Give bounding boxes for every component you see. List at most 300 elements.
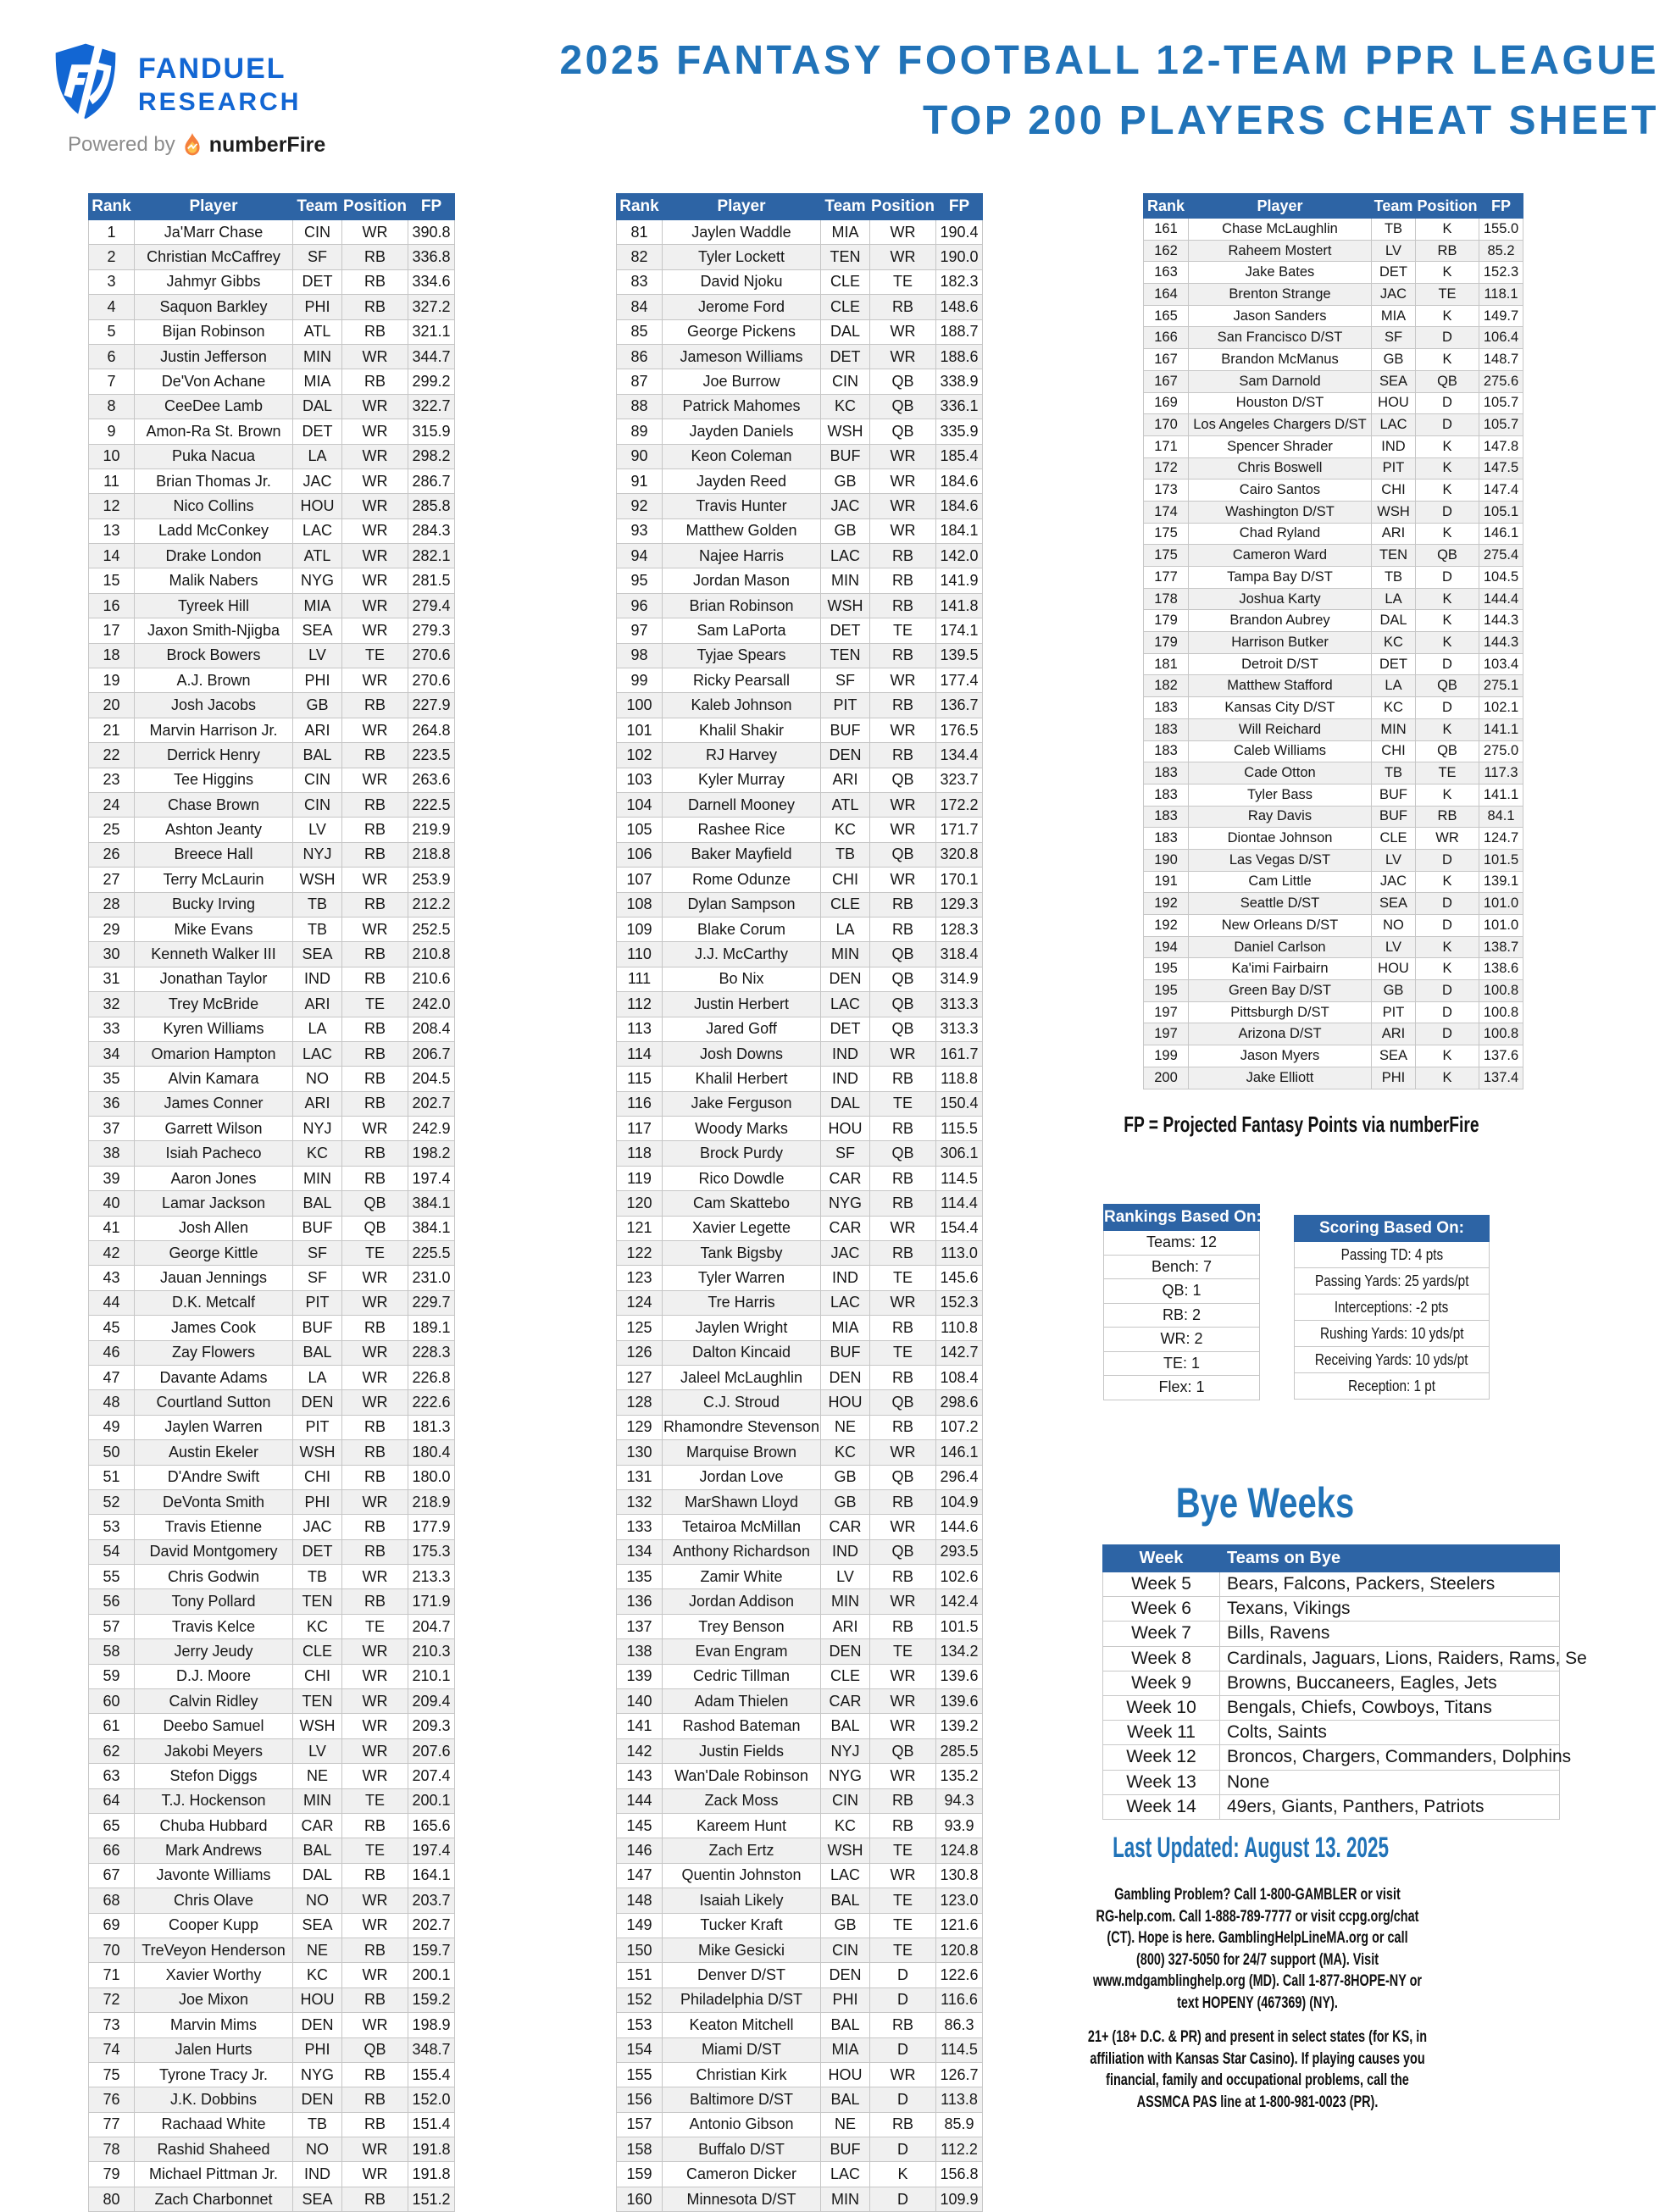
cell: 189.1 [408, 1316, 455, 1340]
table-row [617, 419, 983, 444]
cell: 55 [89, 1565, 135, 1589]
cell: DET [1372, 262, 1416, 284]
cell: WR [870, 344, 936, 369]
cell: 24 [89, 792, 135, 817]
column-header: Position [1416, 194, 1479, 219]
cell: Jason Sanders [1189, 305, 1372, 327]
cell: WR [870, 518, 936, 543]
cell: 75 [89, 2062, 135, 2087]
cell: Week 7 [1103, 1622, 1220, 1646]
cell: RB [870, 568, 936, 593]
cell: RB [342, 967, 408, 991]
cell: TE [1416, 762, 1479, 784]
cell: Cam Little [1189, 871, 1372, 893]
cell: Cairo Santos [1189, 480, 1372, 502]
cell: WR [870, 2062, 936, 2087]
cell: Garrett Wilson [135, 1117, 293, 1141]
cell: Bucky Irving [135, 892, 293, 917]
cell: Anthony Richardson [663, 1539, 821, 1564]
table-row [1144, 653, 1523, 675]
cell: 119 [617, 1166, 663, 1190]
cell: 1 [89, 220, 135, 245]
cell: RB [342, 1415, 408, 1439]
cell: LV [1372, 849, 1416, 871]
table-row [617, 1316, 983, 1340]
cell: 242.0 [408, 992, 455, 1017]
cell: Sam LaPorta [663, 618, 821, 643]
cell: ARI [1372, 523, 1416, 545]
cell: Week 10 [1103, 1695, 1220, 1720]
cell: QB [1416, 740, 1479, 762]
cell: Puka Nacua [135, 444, 293, 468]
cell: 114.5 [936, 1166, 983, 1190]
table-row [89, 1888, 455, 1913]
table-row [617, 2013, 983, 2037]
cell: CIN [293, 220, 342, 245]
table-row [1144, 1023, 1523, 1045]
cell: Marvin Harrison Jr. [135, 718, 293, 742]
cell: DEN [821, 1963, 870, 1987]
cell: 197 [1144, 1001, 1189, 1023]
cell: BUF [821, 444, 870, 468]
cell: 120 [617, 1191, 663, 1216]
cell: Ricky Pearsall [663, 668, 821, 693]
table-row [89, 1788, 455, 1813]
table-row [1103, 1597, 1560, 1622]
cell: 134.4 [936, 743, 983, 768]
cell: 100.8 [1479, 1023, 1523, 1045]
cell: HOU [821, 2062, 870, 2087]
table-row [617, 1987, 983, 2012]
cell: 40 [89, 1191, 135, 1216]
cell: QB [870, 1738, 936, 1763]
cell: JAC [1372, 871, 1416, 893]
cell: LA [293, 1365, 342, 1389]
cell: Jason Myers [1189, 1045, 1372, 1067]
cell: CLE [293, 1639, 342, 1664]
cell: 200 [1144, 1067, 1189, 1089]
cell: BUF [293, 1316, 342, 1340]
cell: 190.4 [936, 220, 983, 245]
cell: GB [821, 1489, 870, 1514]
cell: Chase McLaughlin [1189, 219, 1372, 241]
cell: RB [870, 1814, 936, 1838]
cell: SF [821, 1141, 870, 1166]
cell: 45 [89, 1316, 135, 1340]
cell: WR [870, 668, 936, 693]
cell: CHI [821, 868, 870, 892]
cell: 30 [89, 942, 135, 967]
cell: 60 [89, 1689, 135, 1714]
cell: WR [870, 1440, 936, 1465]
cell: TB [293, 892, 342, 917]
cell: Malik Nabers [135, 568, 293, 593]
fp-note: FP = Projected Fantasy Points via numberFire [1124, 1112, 1479, 1137]
cell: 78 [89, 2137, 135, 2162]
table-row [617, 344, 983, 369]
cell: BAL [821, 1714, 870, 1738]
cell: CIN [293, 768, 342, 792]
column-header: Rank [1144, 194, 1189, 219]
table-row [1144, 806, 1523, 828]
cell: Will Reichard [1189, 718, 1372, 740]
cell: 338.9 [936, 369, 983, 394]
table-row [617, 1639, 983, 1664]
table-row [89, 1589, 455, 1614]
cell: 74 [89, 2037, 135, 2062]
cell: 100 [617, 693, 663, 718]
cell: 166 [1144, 327, 1189, 349]
rankings-setting: TE: 1 [1103, 1352, 1260, 1377]
cell: 115 [617, 1067, 663, 1091]
table-row [89, 2187, 455, 2211]
cell: K [1416, 1045, 1479, 1067]
cell: RB [342, 1041, 408, 1066]
cell: 390.8 [408, 220, 455, 245]
table-row [89, 917, 455, 941]
cell: RB [342, 842, 408, 867]
cell: JAC [293, 468, 342, 493]
cell: PIT [293, 1290, 342, 1315]
table-row [1144, 784, 1523, 806]
cell: 114 [617, 1041, 663, 1066]
table-row [1144, 370, 1523, 392]
cell: 228.3 [408, 1340, 455, 1365]
table-row [1144, 545, 1523, 567]
disclaimer-line: affiliation with Kansas Star Casino). If playing causes you [1090, 2048, 1425, 2068]
cell: RJ Harvey [663, 743, 821, 768]
cell: LA [821, 917, 870, 941]
cell: 104 [617, 792, 663, 817]
table-row [1144, 392, 1523, 414]
cell: 94.3 [936, 1788, 983, 1813]
cell: NE [293, 1764, 342, 1788]
cell: RB [342, 2112, 408, 2137]
cell: James Conner [135, 1091, 293, 1116]
cell: Denver D/ST [663, 1963, 821, 1987]
cell: Jaxon Smith-Njigba [135, 618, 293, 643]
cell: IND [1372, 435, 1416, 457]
cell: 46 [89, 1340, 135, 1365]
cell: RB [870, 593, 936, 618]
cell: 57 [89, 1614, 135, 1638]
cell: 38 [89, 1141, 135, 1166]
table-row [89, 668, 455, 693]
cell: 148 [617, 1888, 663, 1913]
table-row [89, 2137, 455, 2162]
cell: D [1416, 980, 1479, 1002]
cell: 192 [1144, 893, 1189, 915]
cell: 188.6 [936, 344, 983, 369]
cell: HOU [821, 1117, 870, 1141]
cell: NYJ [293, 842, 342, 867]
cell: DEN [821, 1639, 870, 1664]
cell: 204.7 [408, 1614, 455, 1638]
table-row [1144, 936, 1523, 958]
cell: RB [870, 643, 936, 668]
cell: WR [342, 1689, 408, 1714]
cell: Week 5 [1103, 1572, 1220, 1597]
cell: 177.4 [936, 668, 983, 693]
cell: 33 [89, 1017, 135, 1041]
cell: Brandon Aubrey [1189, 610, 1372, 632]
cell: 183 [1144, 740, 1189, 762]
cell: Tre Harris [663, 1290, 821, 1315]
cell: Josh Jacobs [135, 693, 293, 718]
cell: 105.7 [1479, 414, 1523, 436]
cell: WR [870, 718, 936, 742]
cell: Rashee Rice [663, 818, 821, 842]
powered-by-line [68, 132, 325, 158]
cell: Week 14 [1103, 1794, 1220, 1819]
table-row [1144, 567, 1523, 589]
cell: Davante Adams [135, 1365, 293, 1389]
cell: TE [342, 1614, 408, 1638]
cell: 157 [617, 2112, 663, 2137]
cell: Philadelphia D/ST [663, 1987, 821, 2012]
cell: 207.6 [408, 1738, 455, 1763]
cell: RB [342, 269, 408, 294]
table-row [89, 1290, 455, 1315]
table-row [1144, 915, 1523, 937]
page-title-line2: TOP 200 PLAYERS CHEAT SHEET [923, 98, 1659, 143]
cell: 175 [1144, 523, 1189, 545]
cell: 67 [89, 1863, 135, 1888]
header-row [1144, 194, 1523, 219]
cell: RB [870, 2112, 936, 2137]
table-row [89, 568, 455, 593]
table-row [89, 1390, 455, 1415]
cell: HOU [1372, 958, 1416, 980]
cell: 97 [617, 618, 663, 643]
cell: WR [870, 1863, 936, 1888]
cell: 167 [1144, 370, 1189, 392]
cell: 219.9 [408, 818, 455, 842]
table-row [89, 245, 455, 269]
cell: George Pickens [663, 319, 821, 344]
table-row [89, 220, 455, 245]
cell: 93 [617, 518, 663, 543]
cell: Deebo Samuel [135, 1714, 293, 1738]
cell: RB [870, 1117, 936, 1141]
cell: Quentin Johnston [663, 1863, 821, 1888]
cell: 275.0 [1479, 740, 1523, 762]
table-row [617, 643, 983, 668]
disclaimer-line: RG-help.com. Call 1-888-789-7777 or visit ccpg.org/chat [1096, 1906, 1419, 1926]
table-row [617, 568, 983, 593]
cell: MarShawn Lloyd [663, 1489, 821, 1514]
gambling-disclaimer-1 [1069, 1884, 1446, 2015]
cell: Jakobi Meyers [135, 1738, 293, 1763]
table-row [617, 1415, 983, 1439]
cell: WR [870, 1290, 936, 1315]
table-row [617, 369, 983, 394]
scoring-based-on-list [1294, 1242, 1490, 1400]
cell: RB [342, 1017, 408, 1041]
table-row [617, 494, 983, 518]
cell: Rashod Bateman [663, 1714, 821, 1738]
cell: Jalen Hurts [135, 2037, 293, 2062]
table-row [617, 1365, 983, 1389]
cell: WR [870, 868, 936, 892]
table-row [1103, 1622, 1560, 1646]
gambling-disclaimer-2 [1069, 2026, 1446, 2113]
cell: RB [342, 1465, 408, 1489]
table-row [617, 618, 983, 643]
cell: WR [342, 1664, 408, 1688]
column-header: Position [870, 194, 936, 220]
cell: 203.7 [408, 1888, 455, 1913]
table-row [617, 2187, 983, 2211]
cell: MIN [821, 942, 870, 967]
cell: 112 [617, 992, 663, 1017]
cell: Christian McCaffrey [135, 245, 293, 269]
cell: RB [342, 1814, 408, 1838]
table-row [617, 1266, 983, 1290]
table-row [89, 319, 455, 344]
table-row [89, 2037, 455, 2062]
table-row [617, 2137, 983, 2162]
cell: Jordan Mason [663, 568, 821, 593]
table-row [1144, 219, 1523, 241]
cell: 142 [617, 1738, 663, 1763]
cell: 85 [617, 319, 663, 344]
table-row [1144, 632, 1523, 654]
table-row [617, 1067, 983, 1091]
cell: Las Vegas D/ST [1189, 849, 1372, 871]
cell: 32 [89, 992, 135, 1017]
table-row [89, 444, 455, 468]
cell: RB [342, 245, 408, 269]
table-row [1144, 457, 1523, 480]
cell: Najee Harris [663, 544, 821, 568]
cell: 281.5 [408, 568, 455, 593]
cell: 348.7 [408, 2037, 455, 2062]
cell: 176.5 [936, 718, 983, 742]
cell: 174 [1144, 501, 1189, 523]
table-row [1144, 740, 1523, 762]
cell: IND [293, 967, 342, 991]
table-row [89, 394, 455, 419]
column-header: Position [342, 194, 408, 220]
cell: 336.1 [936, 394, 983, 419]
column-header: Player [135, 194, 293, 220]
cell: TE [870, 1266, 936, 1290]
cell: D [1416, 501, 1479, 523]
cell: Aaron Jones [135, 1166, 293, 1190]
cell: RB [870, 892, 936, 917]
cell: Bengals, Chiefs, Cowboys, Titans [1220, 1695, 1560, 1720]
cell: D [870, 2187, 936, 2211]
cell: 23 [89, 768, 135, 792]
cell: 5 [89, 319, 135, 344]
cell: QB [342, 1191, 408, 1216]
cell: WR [870, 1714, 936, 1738]
cell: 36 [89, 1091, 135, 1116]
cell: 184.6 [936, 468, 983, 493]
table-row [89, 544, 455, 568]
cell: 286.7 [408, 468, 455, 493]
cell: CHI [293, 1465, 342, 1489]
cell: QB [870, 1017, 936, 1041]
table-row [89, 2013, 455, 2037]
cell: DET [821, 344, 870, 369]
cell: TEN [293, 1689, 342, 1714]
cell: TE [870, 1091, 936, 1116]
cell: IND [293, 2162, 342, 2187]
cell: K [1416, 958, 1479, 980]
table-row [617, 1738, 983, 1763]
cell: Amon-Ra St. Brown [135, 419, 293, 444]
table-row [89, 468, 455, 493]
cell: KC [293, 1141, 342, 1166]
cell: Travis Hunter [663, 494, 821, 518]
cell: Tetairoa McMillan [663, 1515, 821, 1539]
table-row [89, 1664, 455, 1688]
column-header: Week [1103, 1545, 1220, 1572]
cell: 17 [89, 618, 135, 643]
cell: 113.8 [936, 2087, 983, 2112]
cell: PHI [293, 668, 342, 693]
cell: Terry McLaurin [135, 868, 293, 892]
cell: Xavier Worthy [135, 1963, 293, 1987]
table-row [1103, 1770, 1560, 1794]
cell: 285.5 [936, 1738, 983, 1763]
cell: 146.1 [1479, 523, 1523, 545]
column-header: Team [821, 194, 870, 220]
cell: PIT [1372, 457, 1416, 480]
rankings-based-on-box [1103, 1204, 1260, 1400]
cell: CAR [821, 1515, 870, 1539]
cell: Darnell Mooney [663, 792, 821, 817]
cell: 123 [617, 1266, 663, 1290]
table-row [89, 1091, 455, 1116]
cell: NYG [821, 1191, 870, 1216]
table-row [617, 1938, 983, 1962]
cell: 26 [89, 842, 135, 867]
cell: 106.4 [1479, 327, 1523, 349]
cell: WR [870, 1041, 936, 1066]
cell: WR [342, 1390, 408, 1415]
cell: DEN [821, 1365, 870, 1389]
cell: De'Von Achane [135, 369, 293, 394]
cell: 282.1 [408, 544, 455, 568]
cell: MIN [821, 2187, 870, 2211]
cell: 120.8 [936, 1938, 983, 1962]
cell: Khalil Herbert [663, 1067, 821, 1091]
cell: CAR [821, 1216, 870, 1240]
cell: 146.1 [936, 1440, 983, 1465]
cell: RB [342, 1987, 408, 2012]
cell: WSH [293, 868, 342, 892]
cell: 71 [89, 1963, 135, 1987]
cell: 152 [617, 1987, 663, 2012]
cell: ATL [821, 792, 870, 817]
cell: 59 [89, 1664, 135, 1688]
cell: DET [821, 618, 870, 643]
cell: 143 [617, 1764, 663, 1788]
table-row [617, 2162, 983, 2187]
cell: Pittsburgh D/ST [1189, 1001, 1372, 1023]
cell: Zach Charbonnet [135, 2187, 293, 2211]
cell: LV [821, 1565, 870, 1589]
cell: 50 [89, 1440, 135, 1465]
cell: RB [342, 1141, 408, 1166]
table-row [89, 419, 455, 444]
cell: Week 11 [1103, 1721, 1220, 1745]
cell: K [1416, 610, 1479, 632]
cell: WR [342, 568, 408, 593]
